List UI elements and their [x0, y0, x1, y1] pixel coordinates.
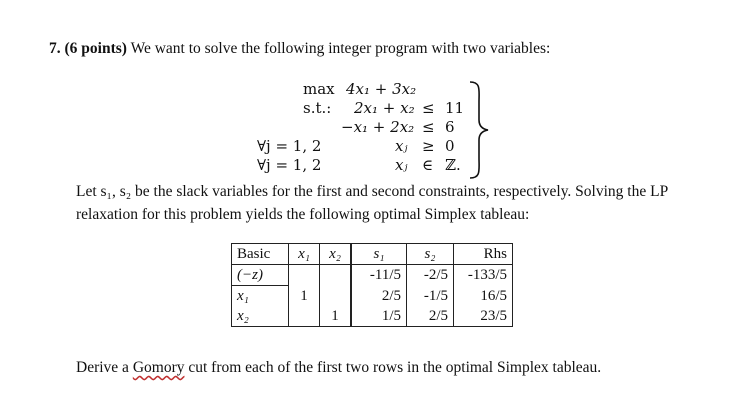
- row-z-s2: -2/5: [407, 265, 454, 286]
- problem-points: (6 points): [64, 40, 127, 57]
- row-x1-x1: 1: [289, 286, 320, 307]
- row-x1-basic: x₁: [232, 286, 289, 307]
- right-brace-icon: [467, 80, 491, 180]
- constraint-3-rel: ≥: [422, 137, 435, 155]
- row-x1-s1: 2/5: [351, 286, 407, 307]
- constraint-1-rhs: 11: [445, 99, 465, 117]
- constraint-4-lhs: xⱼ: [395, 156, 408, 174]
- tableau-header-row: [232, 244, 513, 265]
- constraint-3-rhs: 0: [445, 137, 455, 155]
- problem-intro: We want to solve the following integer program with two variables:: [130, 40, 551, 57]
- problem-header: [49, 40, 550, 58]
- header-s1: s₁: [351, 244, 407, 265]
- constraint-2-rel: ≤: [422, 118, 435, 136]
- constraint-4-rhs: ℤ.: [445, 156, 461, 174]
- constraint-4-quantifier: ∀j = 1, 2: [257, 156, 322, 174]
- header-s2: s₂: [407, 244, 454, 265]
- header-x1: x₁: [289, 244, 320, 265]
- constraint-3-quantifier: ∀j = 1, 2: [257, 137, 322, 155]
- row-x2-rhs: 23/5: [454, 306, 513, 327]
- row-x2-x1: [289, 306, 320, 327]
- row-x2-s2: 2/5: [407, 306, 454, 327]
- problem-number: 7.: [49, 40, 61, 57]
- objective: 4x₁ + 3x₂: [346, 80, 417, 98]
- header-rhs: Rhs: [454, 244, 513, 265]
- constraint-3-lhs: xⱼ: [395, 137, 408, 155]
- row-x2-basic: x₂: [232, 306, 289, 327]
- table-row: [232, 286, 513, 307]
- constraint-4-rel: ∈: [422, 156, 434, 174]
- row-x1-s2: -1/5: [407, 286, 454, 307]
- st-label: s.t.:: [303, 99, 332, 117]
- question-before: Derive a: [76, 359, 133, 376]
- question-after: cut from each of the first two rows in the optimal Simplex tableau.: [184, 359, 602, 376]
- row-x2-s1: 1/5: [351, 306, 407, 327]
- row-x1-rhs: 16/5: [454, 286, 513, 307]
- constraint-2-lhs: −x₁ + 2x₂: [341, 118, 415, 136]
- description-paragraph: Let s₁, s₂ be the slack variables for the first and second constraints, respectively. Solving the LP relaxation for this problem yields the following optimal Simplex tableau:: [76, 183, 668, 223]
- row-z-x2: [320, 265, 352, 286]
- row-z-s1: -11/5: [351, 265, 407, 286]
- row-x2-x2: 1: [320, 306, 352, 327]
- table-row: [232, 265, 513, 286]
- question-text: [76, 356, 601, 379]
- max-label: max: [303, 80, 335, 98]
- constraint-1-lhs: 2x₁ + x₂: [354, 99, 415, 117]
- table-row: [232, 306, 513, 327]
- constraint-1-rel: ≤: [422, 99, 435, 117]
- header-x2: x₂: [320, 244, 352, 265]
- row-z-x1: [289, 265, 320, 286]
- constraint-2-rhs: 6: [445, 118, 455, 136]
- row-x1-x2: [320, 286, 352, 307]
- row-z-basic: (−z): [232, 265, 289, 286]
- row-z-rhs: -133/5: [454, 265, 513, 286]
- header-basic: Basic: [232, 244, 289, 265]
- simplex-tableau: [231, 243, 513, 327]
- question-term: Gomory: [132, 359, 185, 376]
